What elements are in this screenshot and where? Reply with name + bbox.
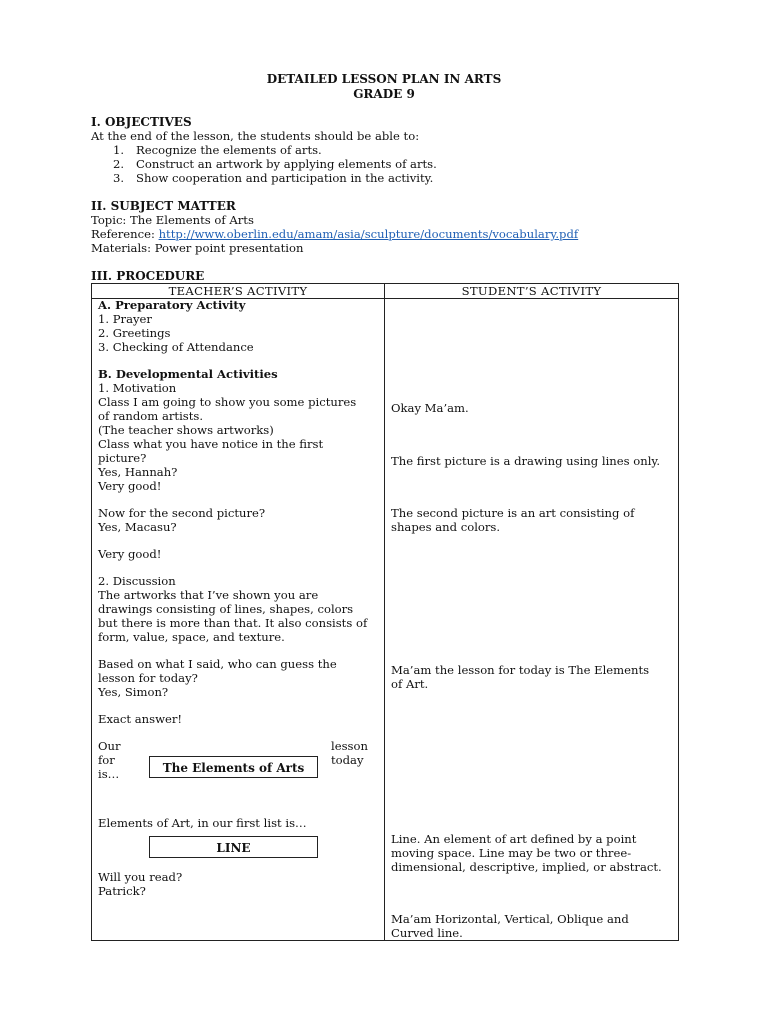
teacher-line: Very good! — [98, 479, 162, 493]
line-box: LINE — [149, 836, 318, 858]
objective-text: Show cooperation and participation in the activity. — [136, 171, 434, 185]
student-line: The first picture is a drawing using lines only. — [391, 454, 661, 468]
student-column-header: STUDENT’S ACTIVITY — [385, 284, 679, 299]
procedure-table — [91, 283, 679, 941]
teacher-line: Yes, Simon? — [98, 685, 169, 699]
teacher-line: picture? — [98, 451, 147, 465]
teacher-line: Class what you have notice in the first — [98, 437, 324, 451]
teacher-line: Yes, Hannah? — [98, 465, 178, 479]
teacher-line: lesson for today? — [98, 671, 198, 685]
objective-number: 3. — [113, 171, 125, 185]
reference-link[interactable]: http://www.oberlin.edu/amam/asia/sculpture/documents/vocabulary.pdf — [158, 227, 579, 241]
teacher-word: is… — [98, 767, 120, 781]
teacher-line: form, value, space, and texture. — [98, 630, 285, 644]
topic-line: Topic: The Elements of Arts — [91, 213, 254, 227]
subject-matter-heading: II. SUBJECT MATTER — [91, 199, 236, 213]
student-line: dimensional, descriptive, implied, or abstract. — [391, 860, 662, 874]
teacher-word: Our — [98, 739, 121, 753]
teacher-line: Class I am going to show you some pictures — [98, 395, 357, 409]
objective-text: Construct an artwork by applying elements of arts. — [136, 157, 437, 171]
student-line: Line. An element of art defined by a point — [391, 832, 637, 846]
student-line: Okay Ma’am. — [391, 401, 469, 415]
procedure-heading: III. PROCEDURE — [91, 269, 205, 283]
teacher-line: Patrick? — [98, 884, 146, 898]
teacher-line: but there is more than that. It also consists of — [98, 616, 368, 630]
student-line: of Art. — [391, 677, 429, 691]
objective-text: Recognize the elements of arts. — [136, 143, 322, 157]
teacher-word: lesson — [331, 739, 368, 753]
objectives-heading: I. OBJECTIVES — [91, 115, 192, 129]
teacher-word: today — [331, 753, 364, 767]
student-line: Curved line. — [391, 926, 463, 940]
teacher-column-header: TEACHER’S ACTIVITY — [92, 284, 385, 299]
teacher-line: 2. Greetings — [98, 326, 171, 340]
student-line: moving space. Line may be two or three- — [391, 846, 632, 860]
reference-label: Reference: — [91, 227, 159, 241]
teacher-line: 1. Motivation — [98, 381, 177, 395]
teacher-line: Now for the second picture? — [98, 506, 266, 520]
teacher-word: for — [98, 753, 115, 767]
teacher-line: drawings consisting of lines, shapes, colors — [98, 602, 354, 616]
student-line: shapes and colors. — [391, 520, 501, 534]
teacher-line: Elements of Art, in our first list is… — [98, 816, 307, 830]
reference-line — [91, 228, 578, 242]
lesson-title-box: The Elements of Arts — [149, 756, 318, 778]
student-line: Ma’am Horizontal, Vertical, Oblique and — [391, 912, 629, 926]
student-activity-cell — [385, 299, 679, 941]
student-line: Ma’am the lesson for today is The Elements — [391, 663, 650, 677]
table-row — [92, 299, 679, 941]
document-title: DETAILED LESSON PLAN IN ARTS — [266, 72, 502, 86]
teacher-line: Very good! — [98, 547, 162, 561]
objective-number: 2. — [113, 157, 125, 171]
materials-line: Materials: Power point presentation — [91, 241, 304, 255]
teacher-activity-cell — [92, 299, 385, 941]
student-line: The second picture is an art consisting of — [391, 506, 635, 520]
table-header-row — [92, 284, 679, 299]
teacher-line: The artworks that I’ve shown you are — [98, 588, 319, 602]
teacher-line: Yes, Macasu? — [98, 520, 177, 534]
teacher-line: Exact answer! — [98, 712, 183, 726]
teacher-line: (The teacher shows artworks) — [98, 423, 274, 437]
developmental-heading: B. Developmental Activities — [98, 367, 278, 381]
teacher-line: 2. Discussion — [98, 574, 176, 588]
grade-level: GRADE 9 — [353, 87, 415, 101]
preparatory-heading: A. Preparatory Activity — [98, 298, 246, 312]
objectives-intro: At the end of the lesson, the students should be able to: — [91, 129, 420, 143]
teacher-line: Will you read? — [98, 870, 183, 884]
teacher-line: 1. Prayer — [98, 312, 152, 326]
teacher-line: of random artists. — [98, 409, 204, 423]
teacher-line: Based on what I said, who can guess the — [98, 657, 337, 671]
objective-number: 1. — [113, 143, 125, 157]
teacher-line: 3. Checking of Attendance — [98, 340, 254, 354]
